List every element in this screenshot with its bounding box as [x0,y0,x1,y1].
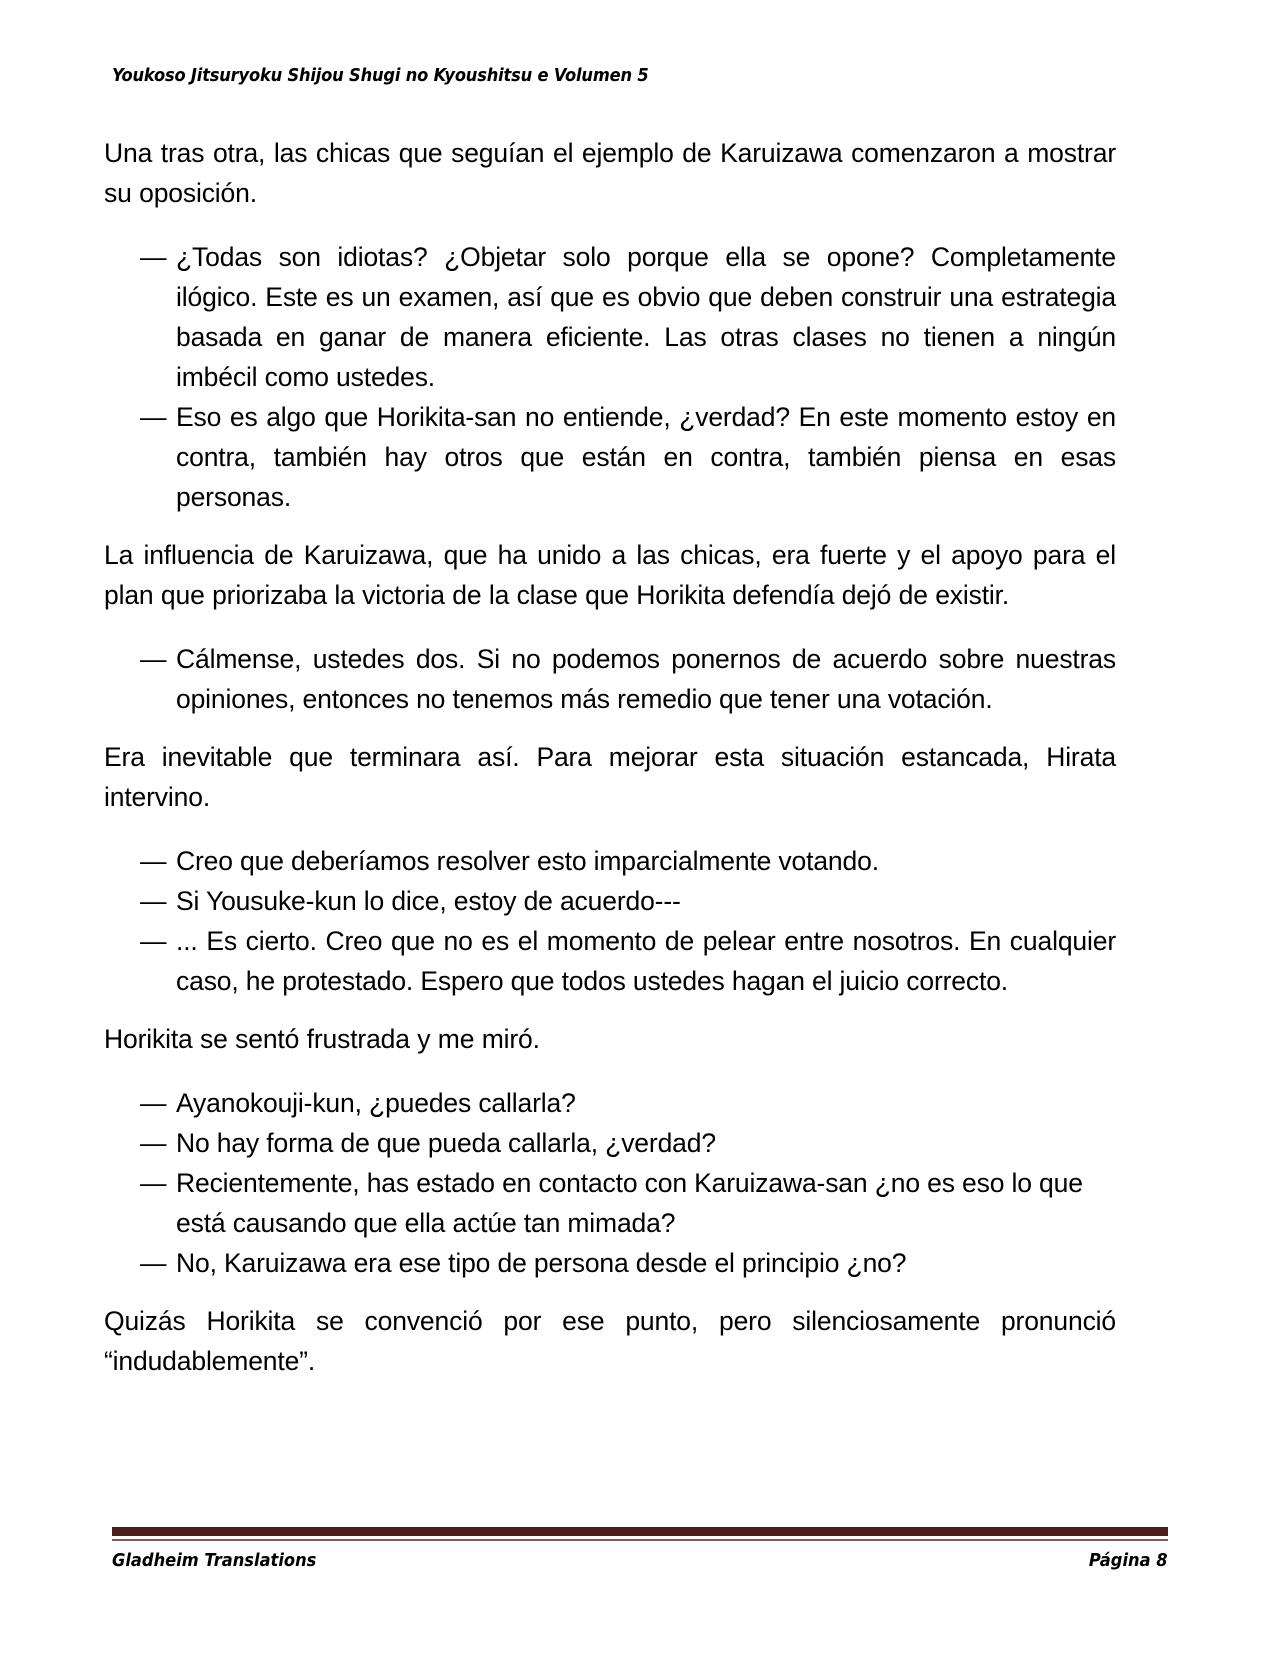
header-book-title: Youkoso Jitsuryoku Shijou Shugi no Kyoushitsu e Volumen 5 [112,66,649,86]
em-dash-icon: — [140,242,167,272]
em-dash-icon: — [140,886,167,916]
em-dash-icon: — [140,1128,167,1158]
spacer [104,719,1116,737]
em-dash-icon: — [140,1088,167,1118]
paragraph-2: La influencia de Karuizawa, que ha unido a las chicas, era fuerte y el apoyo para el plan que priorizaba la victoria de la clase que Horikita defendía dejó de existir. [104,540,1116,610]
em-dash-icon: — [140,926,167,956]
dialogue-group-2 [104,639,1116,719]
spacer [104,823,1116,841]
dialogue-line [140,881,1116,921]
em-dash-icon: — [140,1168,167,1198]
em-dash-icon: — [140,1248,167,1278]
spacer [104,621,1116,639]
paragraph-1: Una tras otra, las chicas que seguían el ejemplo de Karuizawa comenzaron a mostrar su oposición. [104,138,1116,208]
footer-row [112,1550,1168,1571]
dialogue-text: Cálmense, ustedes dos. Si no podemos ponernos de acuerdo sobre nuestras opiniones, entonces no tenemos más remedio que tener una votación. [176,644,1116,714]
page-body [104,133,1116,1381]
footer-divider-thin [112,1539,1168,1541]
em-dash-icon: — [140,846,167,876]
dialogue-group-4 [104,1083,1116,1283]
page-footer [112,1527,1168,1571]
spacer [104,1283,1116,1301]
dialogue-text: Ayanokouji-kun, ¿puedes callarla? [176,1088,576,1118]
paragraph-5: Quizás Horikita se convenció por ese punto, pero silenciosamente pronunció “indudablemente”. [104,1306,1116,1376]
dialogue-text: Si Yousuke-kun lo dice, estoy de acuerdo--- [176,886,681,916]
dialogue-group-1 [104,237,1116,517]
footer-page-number: Página 8 [1089,1550,1168,1571]
dialogue-line [140,921,1116,1001]
spacer [104,517,1116,535]
dialogue-text: Creo que deberíamos resolver esto imparcialmente votando. [176,846,879,876]
em-dash-icon: — [140,402,167,432]
dialogue-text: ¿Todas son idiotas? ¿Objetar solo porque ella se opone? Completamente ilógico. Este es un examen, así que es obvio que deben construir una estrategia basada en ganar de manera eficiente. Las otras clases no tienen a ningún imbécil como ustedes. [176,242,1116,392]
spacer [104,1001,1116,1019]
dialogue-line [140,639,1116,719]
dialogue-text: ... Es cierto. Creo que no es el momento de pelear entre nosotros. En cualquier caso, he protestado. Espero que todos ustedes hagan el juicio correcto. [176,926,1116,996]
dialogue-line [140,397,1116,517]
dialogue-text: Eso es algo que Horikita-san no entiende, ¿verdad? En este momento estoy en contra, también hay otros que están en contra, también piensa en esas personas. [176,402,1116,512]
footer-translator-credit: Gladheim Translations [112,1550,317,1571]
em-dash-icon: — [140,644,167,674]
dialogue-group-3 [104,841,1116,1001]
dialogue-line [140,1243,1116,1283]
dialogue-line [140,1123,1116,1163]
spacer [104,1065,1116,1083]
dialogue-line [140,1163,1116,1243]
footer-divider-thick [112,1527,1168,1536]
dialogue-text: Recientemente, has estado en contacto con Karuizawa-san ¿no es eso lo que está causando que ella actúe tan mimada? [176,1168,1083,1238]
dialogue-text: No, Karuizawa era ese tipo de persona desde el principio ¿no? [176,1248,907,1278]
dialogue-text: No hay forma de que pueda callarla, ¿verdad? [176,1128,716,1158]
dialogue-line [140,841,1116,881]
paragraph-4: Horikita se sentó frustrada y me miró. [104,1024,540,1054]
dialogue-line [140,1083,1116,1123]
paragraph-3: Era inevitable que terminara así. Para mejorar esta situación estancada, Hirata intervino. [104,742,1116,812]
page-header [112,68,1168,94]
dialogue-line [140,237,1116,397]
spacer [104,219,1116,237]
